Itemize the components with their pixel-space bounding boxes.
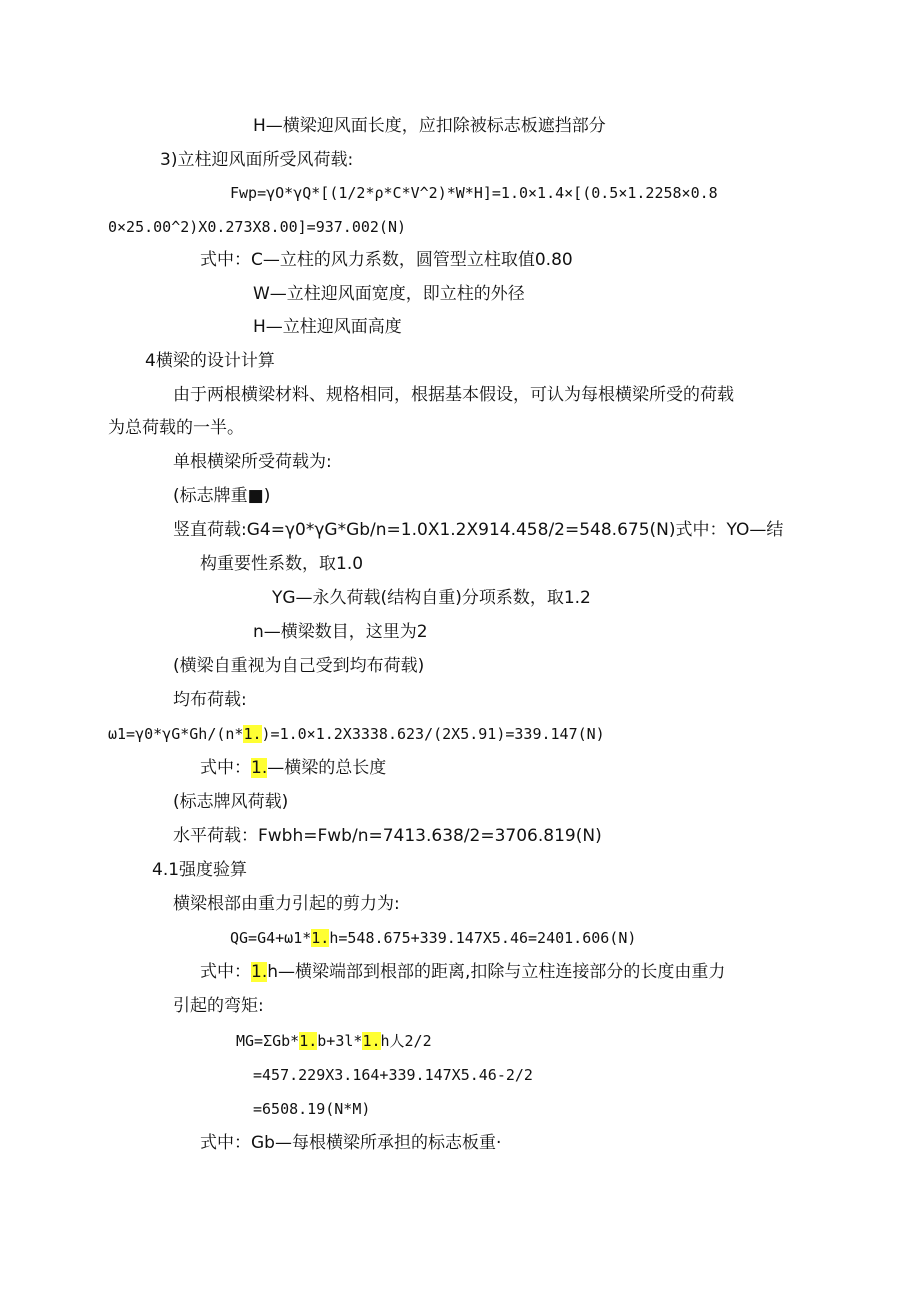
highlighted-symbol: 1. (251, 962, 268, 982)
formula-part: b+3l* (317, 1032, 363, 1050)
formula-line: Fwp=γO*γQ*[(1/2*ρ*C*V^2)*W*H]=1.0×1.4×[(0.5×1.2258×0.8 (230, 184, 718, 202)
text-line: W—立柱迎风面宽度，即立柱的外径 (253, 284, 525, 304)
text-part: 式中： (200, 962, 251, 982)
section-heading: 4横梁的设计计算 (145, 351, 275, 371)
text-line (200, 961, 725, 983)
formula-line (230, 927, 636, 949)
text-line: H—横梁迎风面长度，应扣除被标志板遮挡部分 (253, 116, 606, 136)
text-part: 式中： (200, 758, 251, 778)
highlighted-symbol: 1. (299, 1032, 318, 1050)
formula-line: 竖直荷载:G4=γ0*γG*Gb/n=1.0X1.2X914.458/2=548.675(N)式中：YO—结 (173, 520, 784, 540)
paragraph-line: 为总荷载的一半。 (108, 418, 244, 438)
text-part: h—横梁端部到根部的距离,扣除与立柱连接部分的长度由重力 (267, 962, 726, 982)
formula-line: =6508.19(N*M) (253, 1100, 371, 1118)
text-line (200, 757, 386, 779)
highlighted-symbol: 1. (311, 929, 330, 947)
text-line: 式中：C—立柱的风力系数，圆管型立柱取值0.80 (200, 250, 573, 270)
text-line: 引起的弯矩: (173, 996, 264, 1016)
highlighted-symbol: 1. (243, 725, 262, 743)
formula-line (236, 1030, 432, 1052)
text-line: 均布荷载: (173, 690, 247, 710)
highlighted-symbol: 1. (362, 1032, 381, 1050)
formula-part: h人2/2 (380, 1032, 432, 1050)
text-line: 式中：Gb—每根横梁所承担的标志板重· (200, 1133, 502, 1153)
paragraph-line: 由于两根横梁材料、规格相同，根据基本假设，可认为每根横梁所受的荷载 (173, 385, 734, 405)
formula-line: 0×25.00^2)X0.273X8.00]=937.002(N) (108, 218, 407, 236)
section-heading: 3)立柱迎风面所受风荷载: (160, 150, 354, 170)
text-line: (横梁自重视为自己受到均布荷载) (173, 656, 425, 676)
section-heading: 4.1强度验算 (152, 860, 248, 880)
text-line: (标志牌重■) (173, 486, 271, 506)
text-line: n—横梁数目，这里为2 (253, 622, 428, 642)
formula-line: =457.229X3.164+339.147X5.46-2/2 (253, 1066, 533, 1084)
text-line: 横梁根部由重力引起的剪力为: (173, 894, 400, 914)
text-line: H—立柱迎风面高度 (253, 317, 402, 337)
formula-line: 水平荷载：Fwbh=Fwb/n=7413.638/2=3706.819(N) (173, 826, 602, 846)
text-line: YG—永久荷载(结构自重)分项系数，取1.2 (272, 588, 591, 608)
formula-part: )=1.0×1.2X3338.623/(2X5.91)=339.147(N) (261, 725, 605, 743)
formula-line (108, 723, 605, 745)
formula-part: ω1=γ0*γG*Gh/(n* (108, 725, 244, 743)
text-line: 单根横梁所受荷载为: (173, 452, 332, 472)
formula-part: QG=G4+ω1* (230, 929, 312, 947)
text-line: 构重要性系数，取1.0 (200, 554, 364, 574)
text-part: —横梁的总长度 (267, 758, 387, 778)
formula-part: h=548.675+339.147X5.46=2401.606(N) (329, 929, 637, 947)
text-line: (标志牌风荷载) (173, 792, 289, 812)
highlighted-symbol: 1. (251, 758, 268, 778)
formula-part: MG=ΣGb* (236, 1032, 300, 1050)
